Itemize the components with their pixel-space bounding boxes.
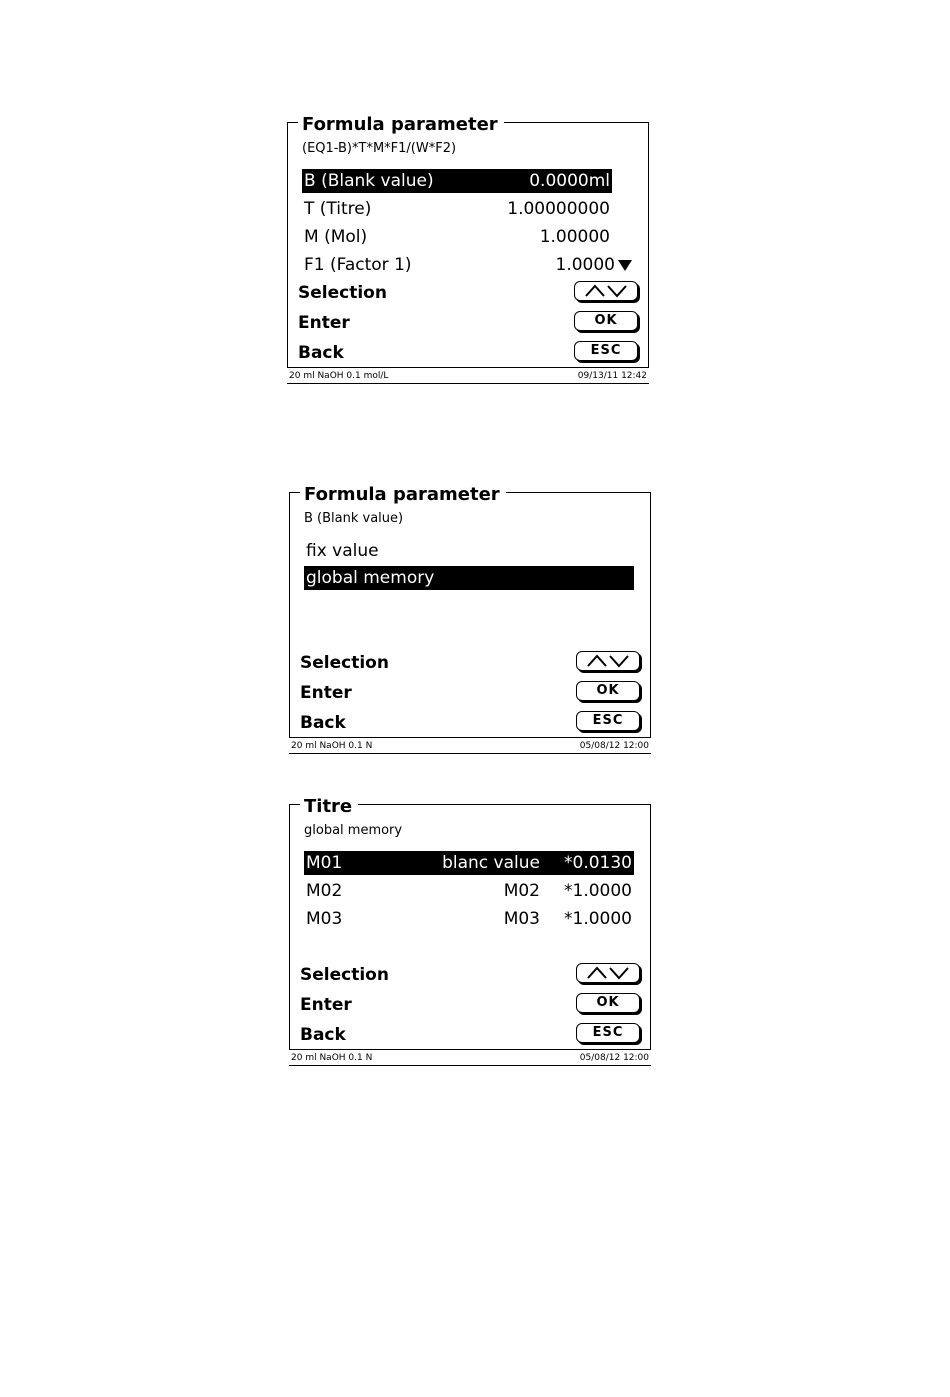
param-subtitle: B (Blank value): [304, 511, 404, 526]
up-down-button[interactable]: [576, 963, 640, 983]
selection-row: [298, 281, 638, 305]
memory-row-m02[interactable]: [304, 879, 634, 903]
memory-name: M03: [503, 909, 540, 929]
memory-name: blanc value: [442, 853, 540, 873]
memory-value: *1.0000: [564, 881, 632, 901]
screen-title: Formula parameter: [300, 485, 506, 505]
ok-button[interactable]: OK: [576, 681, 640, 701]
method-name: 20 ml NaOH 0.1 mol/L: [289, 371, 389, 381]
screen-formula-parameter-list: [287, 114, 649, 381]
up-down-arrows-icon: [585, 966, 631, 980]
param-value: 1.00000000: [507, 199, 610, 219]
param-row-factor1[interactable]: [302, 253, 634, 277]
back-row: [300, 1023, 640, 1047]
memory-id: M02: [306, 881, 343, 901]
esc-button[interactable]: ESC: [576, 711, 640, 731]
date-time: 05/08/12 12:00: [579, 741, 649, 751]
option-global-memory[interactable]: [304, 566, 634, 590]
back-label: Back: [300, 1025, 346, 1045]
param-label: B (Blank value): [304, 171, 434, 191]
enter-label: Enter: [298, 313, 350, 333]
memory-id: M01: [306, 853, 343, 873]
scroll-down-icon[interactable]: [618, 260, 632, 271]
selection-label: Selection: [300, 653, 389, 673]
up-down-arrows-icon: [583, 284, 629, 298]
selection-label: Selection: [300, 965, 389, 985]
memory-row-m01[interactable]: [304, 851, 634, 875]
memory-value: *1.0000: [564, 909, 632, 929]
memory-value: *0.0130: [564, 853, 632, 873]
enter-label: Enter: [300, 995, 352, 1015]
param-value: 0.0000ml: [529, 171, 610, 191]
option-fix-value[interactable]: [304, 539, 634, 563]
esc-button[interactable]: ESC: [574, 341, 638, 361]
param-row-titre[interactable]: [302, 197, 612, 221]
formula-subtitle: (EQ1-B)*T*M*F1/(W*F2): [302, 141, 457, 156]
ok-button[interactable]: OK: [574, 311, 638, 331]
enter-row: [300, 993, 640, 1017]
memory-row-m03[interactable]: [304, 907, 634, 931]
back-label: Back: [298, 343, 344, 363]
memory-name: M02: [503, 881, 540, 901]
enter-label: Enter: [300, 683, 352, 703]
param-label: T (Titre): [304, 199, 372, 219]
ok-button[interactable]: OK: [576, 993, 640, 1013]
selection-row: [300, 963, 640, 987]
status-bar: [287, 369, 649, 384]
param-value: 1.0000: [555, 255, 615, 275]
method-name: 20 ml NaOH 0.1 N: [291, 741, 373, 751]
method-name: 20 ml NaOH 0.1 N: [291, 1053, 373, 1063]
esc-button[interactable]: ESC: [576, 1023, 640, 1043]
option-label: global memory: [306, 568, 435, 588]
selection-row: [300, 651, 640, 675]
enter-row: [300, 681, 640, 705]
status-bar: [289, 1051, 651, 1066]
selection-label: Selection: [298, 283, 387, 303]
memory-id: M03: [306, 909, 343, 929]
up-down-button[interactable]: [574, 281, 638, 301]
param-label: M (Mol): [304, 227, 368, 247]
memory-subtitle: global memory: [304, 823, 403, 838]
param-value: 1.00000: [539, 227, 610, 247]
status-bar: [289, 739, 651, 754]
screen-title: Titre: [300, 797, 358, 817]
screen-blank-value-source: [289, 484, 651, 751]
option-label: fix value: [306, 541, 379, 561]
back-label: Back: [300, 713, 346, 733]
screen-global-memory-list: [289, 796, 651, 1063]
param-row-mol[interactable]: [302, 225, 612, 249]
up-down-arrows-icon: [585, 654, 631, 668]
screen-title: Formula parameter: [298, 115, 504, 135]
back-row: [298, 341, 638, 365]
back-row: [300, 711, 640, 735]
enter-row: [298, 311, 638, 335]
date-time: 09/13/11 12:42: [577, 371, 647, 381]
date-time: 05/08/12 12:00: [579, 1053, 649, 1063]
param-label: F1 (Factor 1): [304, 255, 412, 275]
param-row-blank-value[interactable]: [302, 169, 612, 193]
up-down-button[interactable]: [576, 651, 640, 671]
